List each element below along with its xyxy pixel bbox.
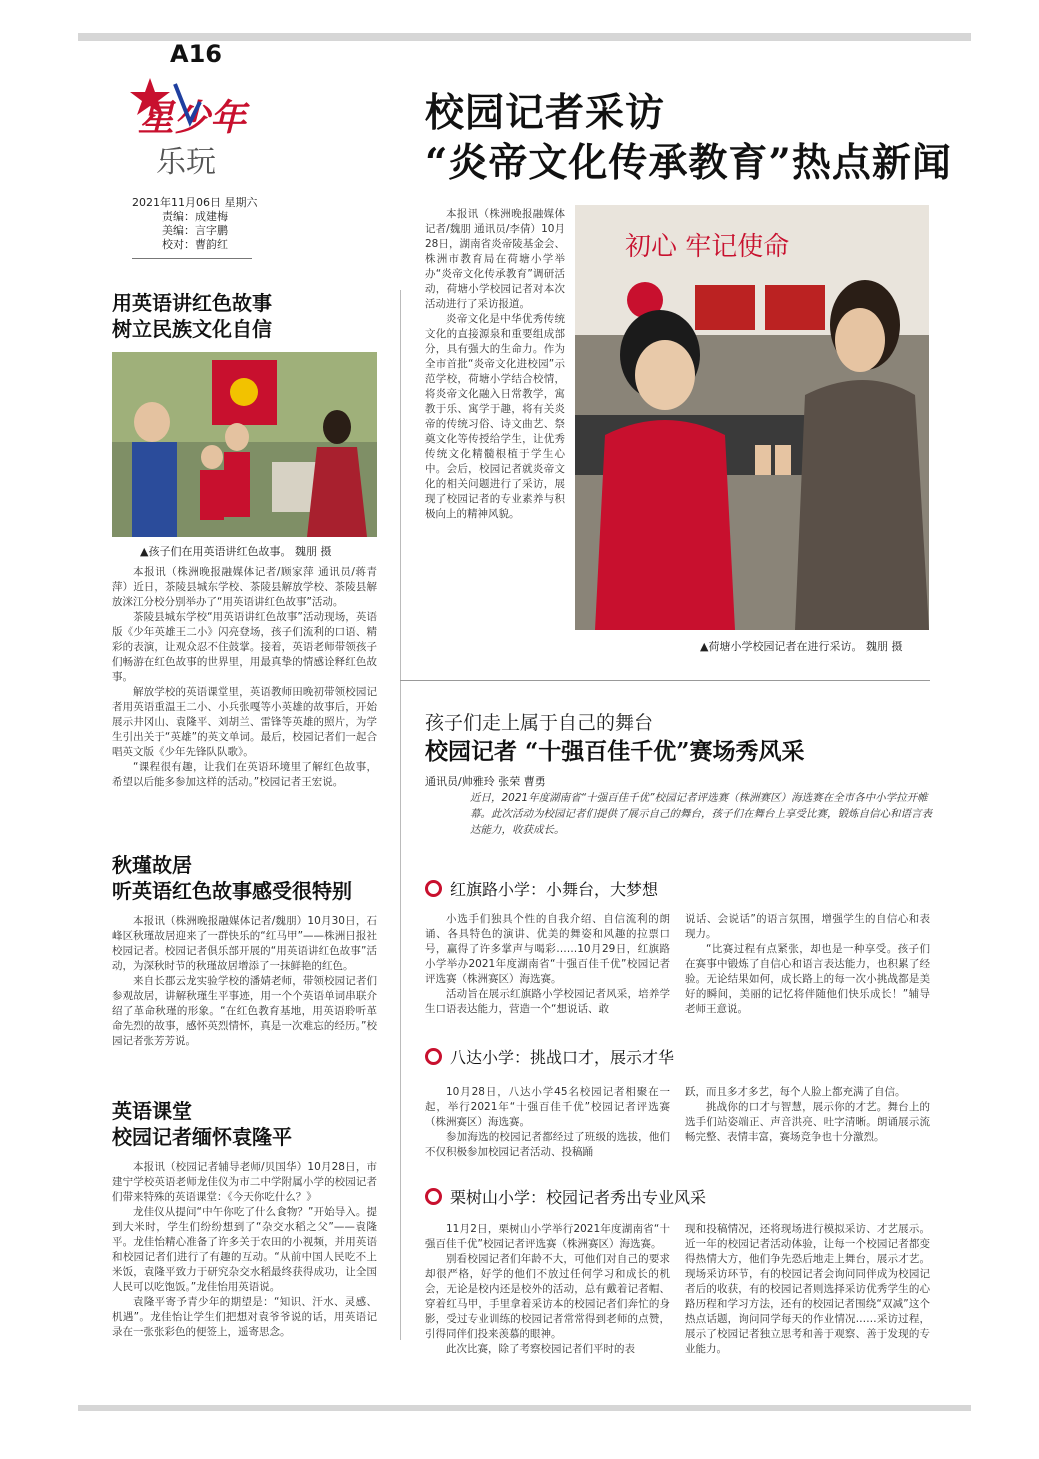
section-bada-col2: [685, 1085, 930, 1145]
hetang-photo-caption: ▲荷塘小学校园记者在进行采访。 魏朋 摄: [700, 640, 903, 653]
section-marker-icon: [425, 1188, 442, 1205]
bottom-rule: [78, 1405, 971, 1411]
bada-col1-p1: 10月28日，八达小学45名校园记者相聚在一起，举行2021年“十强百佳千优”校园记者评选赛（株洲赛区）海选赛。: [425, 1086, 670, 1128]
story3-p1: 本报讯（校园记者辅导老师/贝国华）10月28日，市建宁学校英语老师龙佳仪为市二中学附属小学的校园记者们带来特殊的英语课堂：《今天你吃什么？》: [112, 1161, 377, 1203]
issue-meta: [132, 196, 258, 252]
section-lishushan-heading: [425, 1185, 706, 1208]
article-hetang-body: [425, 207, 565, 522]
section-hongqilu-title: 红旗路小学：小舞台，大梦想: [450, 880, 659, 899]
contest-byline: 通讯员/帅雅玲 张荣 曹勇: [425, 775, 546, 788]
masthead-logo: [120, 72, 260, 182]
main-headline-line2: “炎帝文化传承教育”热点新闻: [425, 140, 952, 186]
editor-credit: 责编：成建梅: [162, 210, 228, 223]
story1-p1: 本报讯（株洲晚报融媒体记者/顾家萍 通讯员/蒋青萍）近日，茶陵县城东学校、茶陵县解放学校、茶陵县解放洣江分校分别举办了“用英语讲红色故事”活动。: [112, 566, 377, 608]
story1-p4: “课程很有趣，让我们在英语环境里了解红色故事，希望以后能多参加这样的活动。”校园记者王宏说。: [112, 761, 377, 788]
section-name: 乐玩: [156, 145, 216, 180]
story3-headline: [112, 1098, 292, 1150]
lishushan-col2-p1: 现和投稿情况，还将现场进行模拟采访、才艺展示。近一年的校园记者活动体验，让每一个校园记者都变得热情大方，他们争先恐后地走上舞台，展示才艺。现场采访环节，有的校园记者会询问同伴成为校园记者后的收获，有的校园记者则选择采访优秀学生的心路历程和学习方法，还有的校园记者围绕“双减”这个热点话题，询问同学每天的作业情况……采访过程，展示了校园记者独立思考和善于观察、善于发现的专业能力。: [685, 1223, 930, 1355]
story1-title1: 用英语讲红色故事: [112, 291, 272, 315]
photo-banner-text: 初心 牢记使命: [625, 232, 790, 262]
story2-title1: 秋瑾故居: [112, 853, 192, 877]
section-bada-col1: [425, 1085, 670, 1160]
story1-p3: 解放学校的英语课堂里，英语教师田晚初带领校园记者用英语重温王二小、小兵张嘎等小英雄的故事后，开始展示井冈山、袁隆平、刘胡兰、雷锋等英雄的照片，为学生引出关于“英雄”的英文单词。最后，校园记者们一起合唱英文版《少年先锋队队歌》。: [112, 686, 377, 758]
bada-col1-p2: 参加海选的校园记者都经过了班级的选拔，他们不仅积极参加校园记者活动、投稿踊: [425, 1131, 670, 1158]
section-lishushan-col1: [425, 1222, 670, 1357]
designer-credit: 美编：言字鹏: [162, 224, 228, 237]
section-hongqilu-col1: [425, 912, 670, 1017]
story1-body: [112, 565, 377, 790]
story2-body: [112, 914, 377, 1049]
contest-lead: 近日，2021年度湖南省“十强百佳千优”校园记者评选赛（株洲赛区）海选赛在全市各中小学拉开帷幕。此次活动为校园记者们提供了展示自己的舞台，孩子们在舞台上享受比赛，锻炼自信心和语言表达能力，收获成长。: [470, 792, 932, 836]
story3-title2: 校园记者缅怀袁隆平: [112, 1125, 292, 1149]
story1-headline: [112, 290, 272, 342]
column-divider: [400, 290, 401, 1340]
hetang-interview-photo: [575, 205, 929, 630]
star-logo-icon: [120, 72, 260, 182]
story3-body: [112, 1160, 377, 1340]
hongqilu-col1-p1: 小选手们独具个性的自我介绍、自信流利的朗诵、各具特色的演讲、优美的舞姿和风趣的拉票口号，赢得了许多掌声与喝彩……10月29日，红旗路小学举办2021年度湖南省“十强百佳千优”校园记者评选赛（株洲赛区）海选赛。: [425, 913, 670, 985]
story1-photo: [112, 352, 377, 537]
issue-date: 2021年11月06日 星期六: [132, 196, 258, 209]
story3-p2: 龙佳仪从提问“中午你吃了什么食物？”开始导入。提到大米时，学生们纷纷想到了“杂交水稻之父”——袁隆平。龙佳怡精心准备了许多关于农田的小视频，并用英语和校园记者们进行了有趣的互动。“从前中国人民吃不上米饭，袁隆平致力于研究杂交水稻最终获得成功，让全国人民可以吃饱饭。”龙佳怡用英语说。: [112, 1206, 377, 1293]
section-divider: [400, 680, 930, 681]
bada-col2-p1: 跃，而且多才多艺，每个人脸上都充满了自信。: [685, 1086, 906, 1098]
story2-headline: [112, 852, 352, 904]
story1-photo-caption: ▲孩子们在用英语讲红色故事。 魏朋 摄: [140, 545, 332, 558]
section-lishushan-col2: [685, 1222, 930, 1357]
main-headline-line1: 校园记者采访: [425, 90, 666, 136]
section-lishushan-title: 栗树山小学：校园记者秀出专业风采: [450, 1188, 707, 1207]
meta-divider: [132, 258, 252, 259]
article-hetang-p2: 炎帝文化是中华优秀传统文化的直接源泉和重要组成部分，具有强大的生命力。作为全市首批“炎帝文化进校园”示范学校，荷塘小学结合校情，将炎帝文化融入日常教学，寓教于乐、寓学于趣，将有关炎帝的传统习俗、诗文曲艺、祭奠文化等传授给学生，让优秀传统文化精髓根植于学生心中。会后，校园记者就炎帝文化的相关问题进行了采访，展现了校园记者的专业素养与积极向上的精神风貌。: [425, 313, 565, 520]
section-marker-icon: [425, 1048, 442, 1065]
section-hongqilu-heading: [425, 877, 658, 900]
page-number: A16: [170, 40, 222, 68]
lishushan-col1-p2: 别看校园记者们年龄不大，可他们对自己的要求却很严格，好学的他们不放过任何学习和成长的机会，无论是校内还是校外的活动，总有戴着记者帽、穿着红马甲，手里拿着采访本的校园记者们奔忙的身影，受过专业训练的校园记者常常得到老师的点赞，引得同伴们投来羡慕的眼神。: [425, 1253, 670, 1340]
story2-p1: 本报讯（株洲晚报融媒体记者/魏朋）10月30日，石峰区秋瑾故居迎来了一群快乐的“红马甲”——株洲日报社校园记者。校园记者俱乐部开展的“用英语讲红色故事”活动，为深秋时节的秋瑾故居增添了一抹鲜艳的红色。: [112, 915, 377, 972]
section-hongqilu-col2: [685, 912, 930, 1017]
story3-title1: 英语课堂: [112, 1099, 192, 1123]
hongqilu-col2-p2: “比赛过程有点紧张，却也是一种享受。孩子们在赛事中锻炼了自信心和语言表达能力，也积累了经验。无论结果如何，成长路上的每一次小挑战都是美好的瞬间，美丽的记忆将伴随他们快乐成长！”辅导老师王意说。: [685, 943, 930, 1015]
hongqilu-col1-p2: 活动旨在展示红旗路小学校园记者风采，培养学生口语表达能力，营造一个“想说话、敢: [425, 988, 670, 1015]
story2-title2: 听英语红色故事感受很特别: [112, 879, 352, 903]
contest-headline: 校园记者 “十强百佳千优”赛场秀风采: [425, 738, 805, 765]
logo-text: 星少年: [138, 97, 247, 139]
article-hetang-p1: 本报讯（株洲晚报融媒体记者/魏朋 通讯员/李倩）10月28日，湖南省炎帝陵基金会、株洲市教育局在荷塘小学举办“炎帝文化传承教育”调研活动，荷塘小学校园记者对本次活动进行了采访报道。: [425, 208, 565, 310]
lishushan-col1-p1: 11月2日，栗树山小学举行2021年度湖南省“十强百佳千优”校园记者评选赛（株洲赛区）海选赛。: [425, 1223, 670, 1250]
section-bada-heading: [425, 1045, 674, 1068]
section-bada-title: 八达小学：挑战口才，展示才华: [450, 1048, 675, 1067]
main-headline: [425, 88, 952, 188]
bada-col2-p2: 挑战你的口才与智慧，展示你的才艺。舞台上的选手们站姿端正、声音洪亮、吐字清晰。朗诵展示流畅完整、表情丰富，赛场竞争也十分激烈。: [685, 1101, 930, 1143]
story3-p3: 袁隆平寄予青少年的期望是：“知识、汗水、灵感、机遇”。龙佳怡让学生们把想对袁爷爷说的话，用英语记录在一张张彩色的便签上，遥寄思念。: [112, 1296, 377, 1338]
proof-credit: 校对：曹韵红: [162, 238, 228, 251]
lishushan-col1-p3: 此次比赛，除了考察校园记者们平时的表: [446, 1343, 635, 1355]
story1-p2: 茶陵县城东学校“用英语讲红色故事”活动现场，英语版《少年英雄王二小》闪亮登场，孩子们流利的口语、精彩的表演，让观众忍不住鼓掌。接着，英语老师带领孩子们畅游在红色故事的世界里，用最真挚的情感诠释红色故事。: [112, 611, 377, 683]
story1-title2: 树立民族文化自信: [112, 317, 272, 341]
story2-p2: 来自长郡云龙实验学校的潘婧老师，带领校园记者们参观故居，讲解秋瑾生平事迹，用一个个英语单词串联介绍了革命秋瑾的形象。“在红色教育基地，用英语聆听革命先烈的故事，感怀英烈情怀，真是一次难忘的经历。”校园记者张芳芳说。: [112, 975, 377, 1047]
section-marker-icon: [425, 880, 442, 897]
hongqilu-col2-p1: 说话、会说话”的语言氛围，增强学生的自信心和表现力。: [685, 913, 930, 940]
contest-subheadline: 孩子们走上属于自己的舞台: [425, 712, 654, 734]
